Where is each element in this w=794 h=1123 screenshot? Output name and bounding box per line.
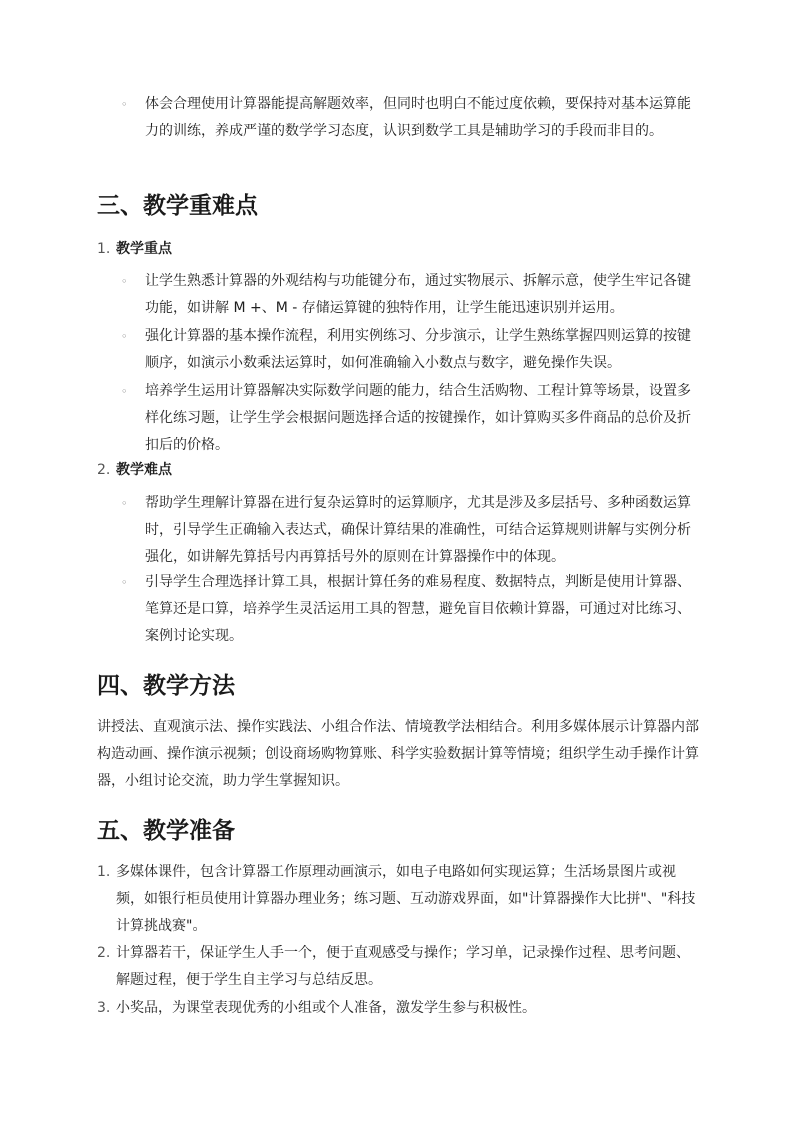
list-item — [121, 378, 701, 459]
bullet-marker: ◦ — [121, 330, 128, 343]
bullet-marker: ◦ — [121, 275, 128, 288]
list-item — [121, 91, 701, 145]
section-heading-5: 五、教学准备 — [97, 818, 235, 844]
list-item-text: 让学生熟悉计算器的外观结构与功能键分布，通过实物展示、拆解示意，使学生牢记各键功能，如讲解 M +、M - 存储运算键的独特作用，让学生能迅速识别并运用。 — [145, 273, 691, 316]
numbered-item-text: 小奖品，为课堂表现优秀的小组或个人准备，激发学生参与积极性。 — [116, 1000, 536, 1016]
number-marker: 1. — [97, 864, 111, 880]
bullet-marker: ◦ — [121, 98, 128, 111]
numbered-item — [97, 859, 701, 940]
list-item-text: 帮助学生理解计算器在进行复杂运算时的运算顺序，尤其是涉及多层括号、多种函数运算时，引导学生正确输入表达式，确保计算结果的准确性，可结合运算规则讲解与实例分析强化，如讲解先算括号内再算括号外的原则在计算器操作中的体现。 — [145, 495, 691, 565]
section-heading-4: 四、教学方法 — [97, 673, 235, 699]
number-marker: 2. — [97, 462, 111, 478]
number-marker: 3. — [97, 1000, 111, 1016]
list-item — [121, 268, 701, 322]
number-marker: 2. — [97, 945, 111, 961]
list-item — [121, 569, 701, 650]
methods-paragraph: 讲授法、直观演示法、操作实践法、小组合作法、情境教学法相结合。利用多媒体展示计算器内部构造动画、操作演示视频；创设商场购物算账、科学实验数据计算等情境；组织学生动手操作计算器，小组讨论交流，助力学生掌握知识。 — [97, 719, 699, 789]
numbered-item-text: 计算器若干，保证学生人手一个，便于直观感受与操作；学习单，记录操作过程、思考问题、解题过程，便于学生自主学习与总结反思。 — [116, 945, 690, 988]
bullet-marker: ◦ — [121, 576, 128, 589]
bullet-marker: ◦ — [121, 385, 128, 398]
list-item — [121, 490, 701, 571]
list-item-text: 强化计算器的基本操作流程，利用实例练习、分步演示，让学生熟练掌握四则运算的按键顺序，如演示小数乘法运算时，如何准确输入小数点与数字，避免操作失误。 — [145, 328, 691, 371]
list-item-text: 培养学生运用计算器解决实际数学问题的能力，结合生活购物、工程计算等场景，设置多样化练习题，让学生学会根据问题选择合适的按键操作，如计算购买多件商品的总价及折扣后的价格。 — [145, 383, 691, 453]
number-marker: 1. — [97, 241, 111, 257]
numbered-item-key-points — [97, 236, 701, 263]
numbered-item-text: 多媒体课件，包含计算器工作原理动画演示，如电子电路如何实现运算；生活场景图片或视频，如银行柜员使用计算器办理业务；练习题、互动游戏界面，如"计算器操作大比拼"、"科技计算挑战赛"。 — [116, 864, 696, 934]
bullet-marker: ◦ — [121, 497, 128, 510]
list-item-text: 体会合理使用计算器能提高解题效率，但同时也明白不能过度依赖，要保持对基本运算能力的训练，养成严谨的数学学习态度，认识到数学工具是辅助学习的手段而非目的。 — [145, 96, 691, 139]
numbered-item-difficulties — [97, 457, 701, 484]
list-item — [121, 323, 701, 377]
numbered-item — [97, 995, 701, 1022]
list-item-text: 引导学生合理选择计算工具，根据计算任务的难易程度、数据特点，判断是使用计算器、笔算还是口算，培养学生灵活运用工具的智慧，避免盲目依赖计算器，可通过对比练习、案例讨论实现。 — [145, 574, 691, 644]
section-heading-3: 三、教学重难点 — [97, 193, 258, 219]
numbered-item — [97, 940, 701, 994]
numbered-item-label: 教学重点 — [116, 241, 172, 257]
numbered-item-label: 教学难点 — [116, 462, 172, 478]
